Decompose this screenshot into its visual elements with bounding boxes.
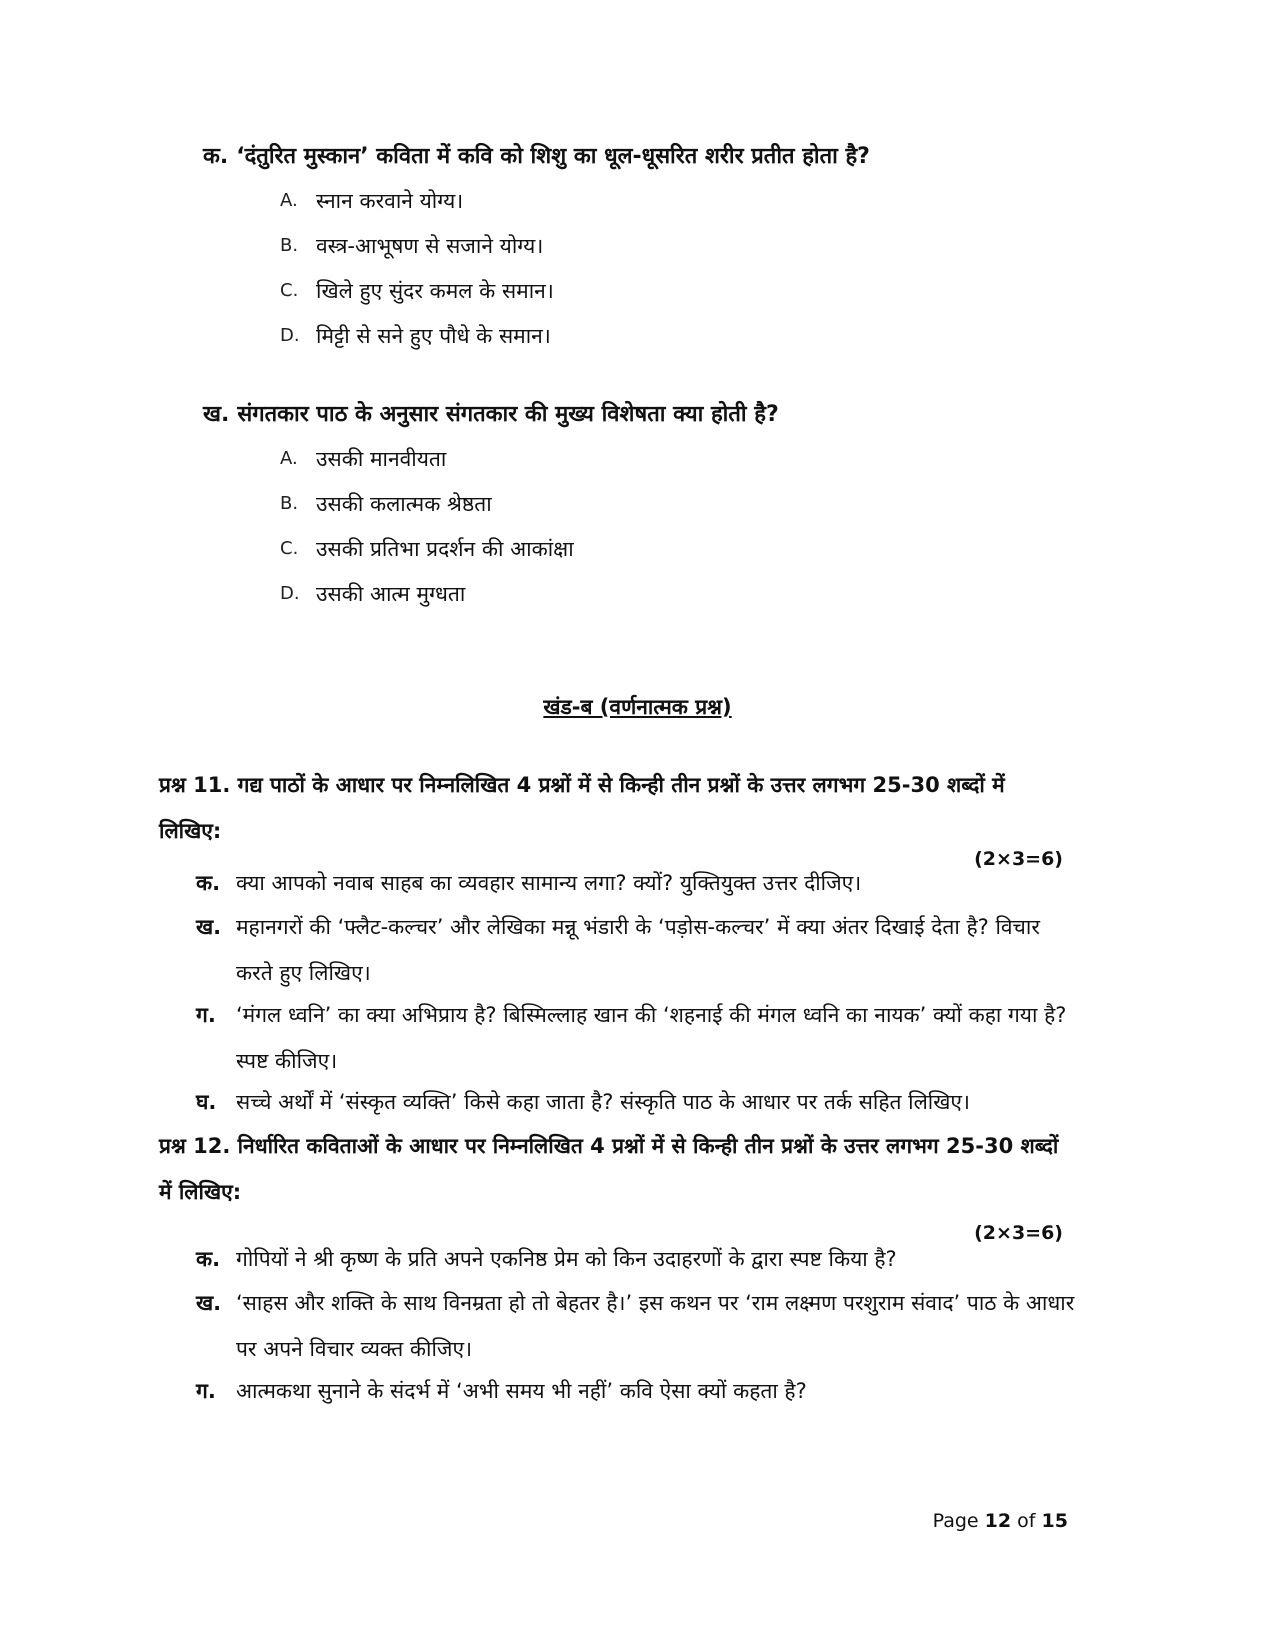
mcq-question-ka	[203, 142, 1103, 366]
question-12-heading: प्रश्न 12. निर्धारित कविताओं के आधार पर निम्नलिखित 4 प्रश्नों में से किन्ही तीन प्रश्नों के उत्तर लगभग 25-30 शब्दों में लिखिए:	[159, 1134, 1059, 1204]
question-12-item: ख. ‘साहस और शक्ति के साथ विनम्रता हो तो बेहतर है।’ इस कथन पर ‘राम लक्ष्मण परशुराम संवाद’ पाठ के आधार पर अपने विचार व्यक्त कीजिए।	[196, 1291, 1075, 1361]
mcq-option: D. मिट्टी से सने हुए पौधे के समान।	[280, 324, 551, 348]
page-number: Page 12 of 15	[932, 1510, 1068, 1532]
mcq-option: B. वस्त्र-आभूषण से सजाने योग्य।	[280, 234, 544, 258]
mcq-question-kha	[203, 400, 1103, 624]
question-12-marks: (2×3=6)	[974, 1222, 1063, 1244]
question-11-item: घ. सच्चे अर्थों में ‘संस्कृत व्यक्ति’ किसे कहा जाता है? संस्कृति पाठ के आधार पर तर्क सहित लिखिए।	[196, 1090, 970, 1114]
question-11-heading: प्रश्न 11. गद्य पाठों के आधार पर निम्नलिखित 4 प्रश्नों में से किन्ही तीन प्रश्नों के उत्तर लगभग 25-30 शब्दों में लिखिए:	[159, 773, 1005, 843]
question-11-item: ग. ‘मंगल ध्वनि’ का क्या अभिप्राय है? बिस्मिल्लाह खान की ‘शहनाई की मंगल ध्वनि का नायक’ क्यों कहा गया है? स्पष्ट कीजिए।	[196, 1003, 1067, 1073]
question-12-item: ग. आत्मकथा सुनाने के संदर्भ में ‘अभी समय भी नहीं’ कवि ऐसा क्यों कहता है?	[196, 1379, 807, 1403]
mcq-option: A. स्नान करवाने योग्य।	[280, 189, 464, 213]
mcq-option: B. उसकी कलात्मक श्रेष्ठता	[280, 492, 492, 516]
mcq-option: A. उसकी मानवीयता	[280, 447, 447, 471]
question-11-marks: (2×3=6)	[974, 848, 1063, 870]
mcq-option: C. उसकी प्रतिभा प्रदर्शन की आकांक्षा	[280, 537, 574, 561]
section-title: खंड-ब (वर्णनात्मक प्रश्न)	[543, 695, 732, 719]
mcq-option: C. खिले हुए सुंदर कमल के समान।	[280, 279, 554, 303]
question-11-item: क. क्या आपको नवाब साहब का व्यवहार सामान्य लगा? क्यों? युक्तियुक्त उत्तर दीजिए।	[196, 871, 862, 895]
mcq-question-text: ख. संगतकार पाठ के अनुसार संगतकार की मुख्य विशेषता क्या होती है?	[203, 402, 779, 427]
mcq-question-text: क. ‘दंतुरित मुस्कान’ कविता में कवि को शिशु का धूल-धूसरित शरीर प्रतीत होता है?	[203, 144, 870, 169]
mcq-option: D. उसकी आत्म मुग्धता	[280, 582, 466, 606]
question-12-item: क. गोपियों ने श्री कृष्ण के प्रति अपने एकनिष्ठ प्रेम को किन उदाहरणों के द्वारा स्पष्ट किया है?	[196, 1247, 897, 1271]
question-11-item: ख. महानगरों की ‘फ्लैट-कल्चर’ और लेखिका मन्नू भंडारी के ‘पड़ोस-कल्चर’ में क्या अंतर दिखाई देता है? विचार करते हुए लिखिए।	[196, 915, 1040, 985]
